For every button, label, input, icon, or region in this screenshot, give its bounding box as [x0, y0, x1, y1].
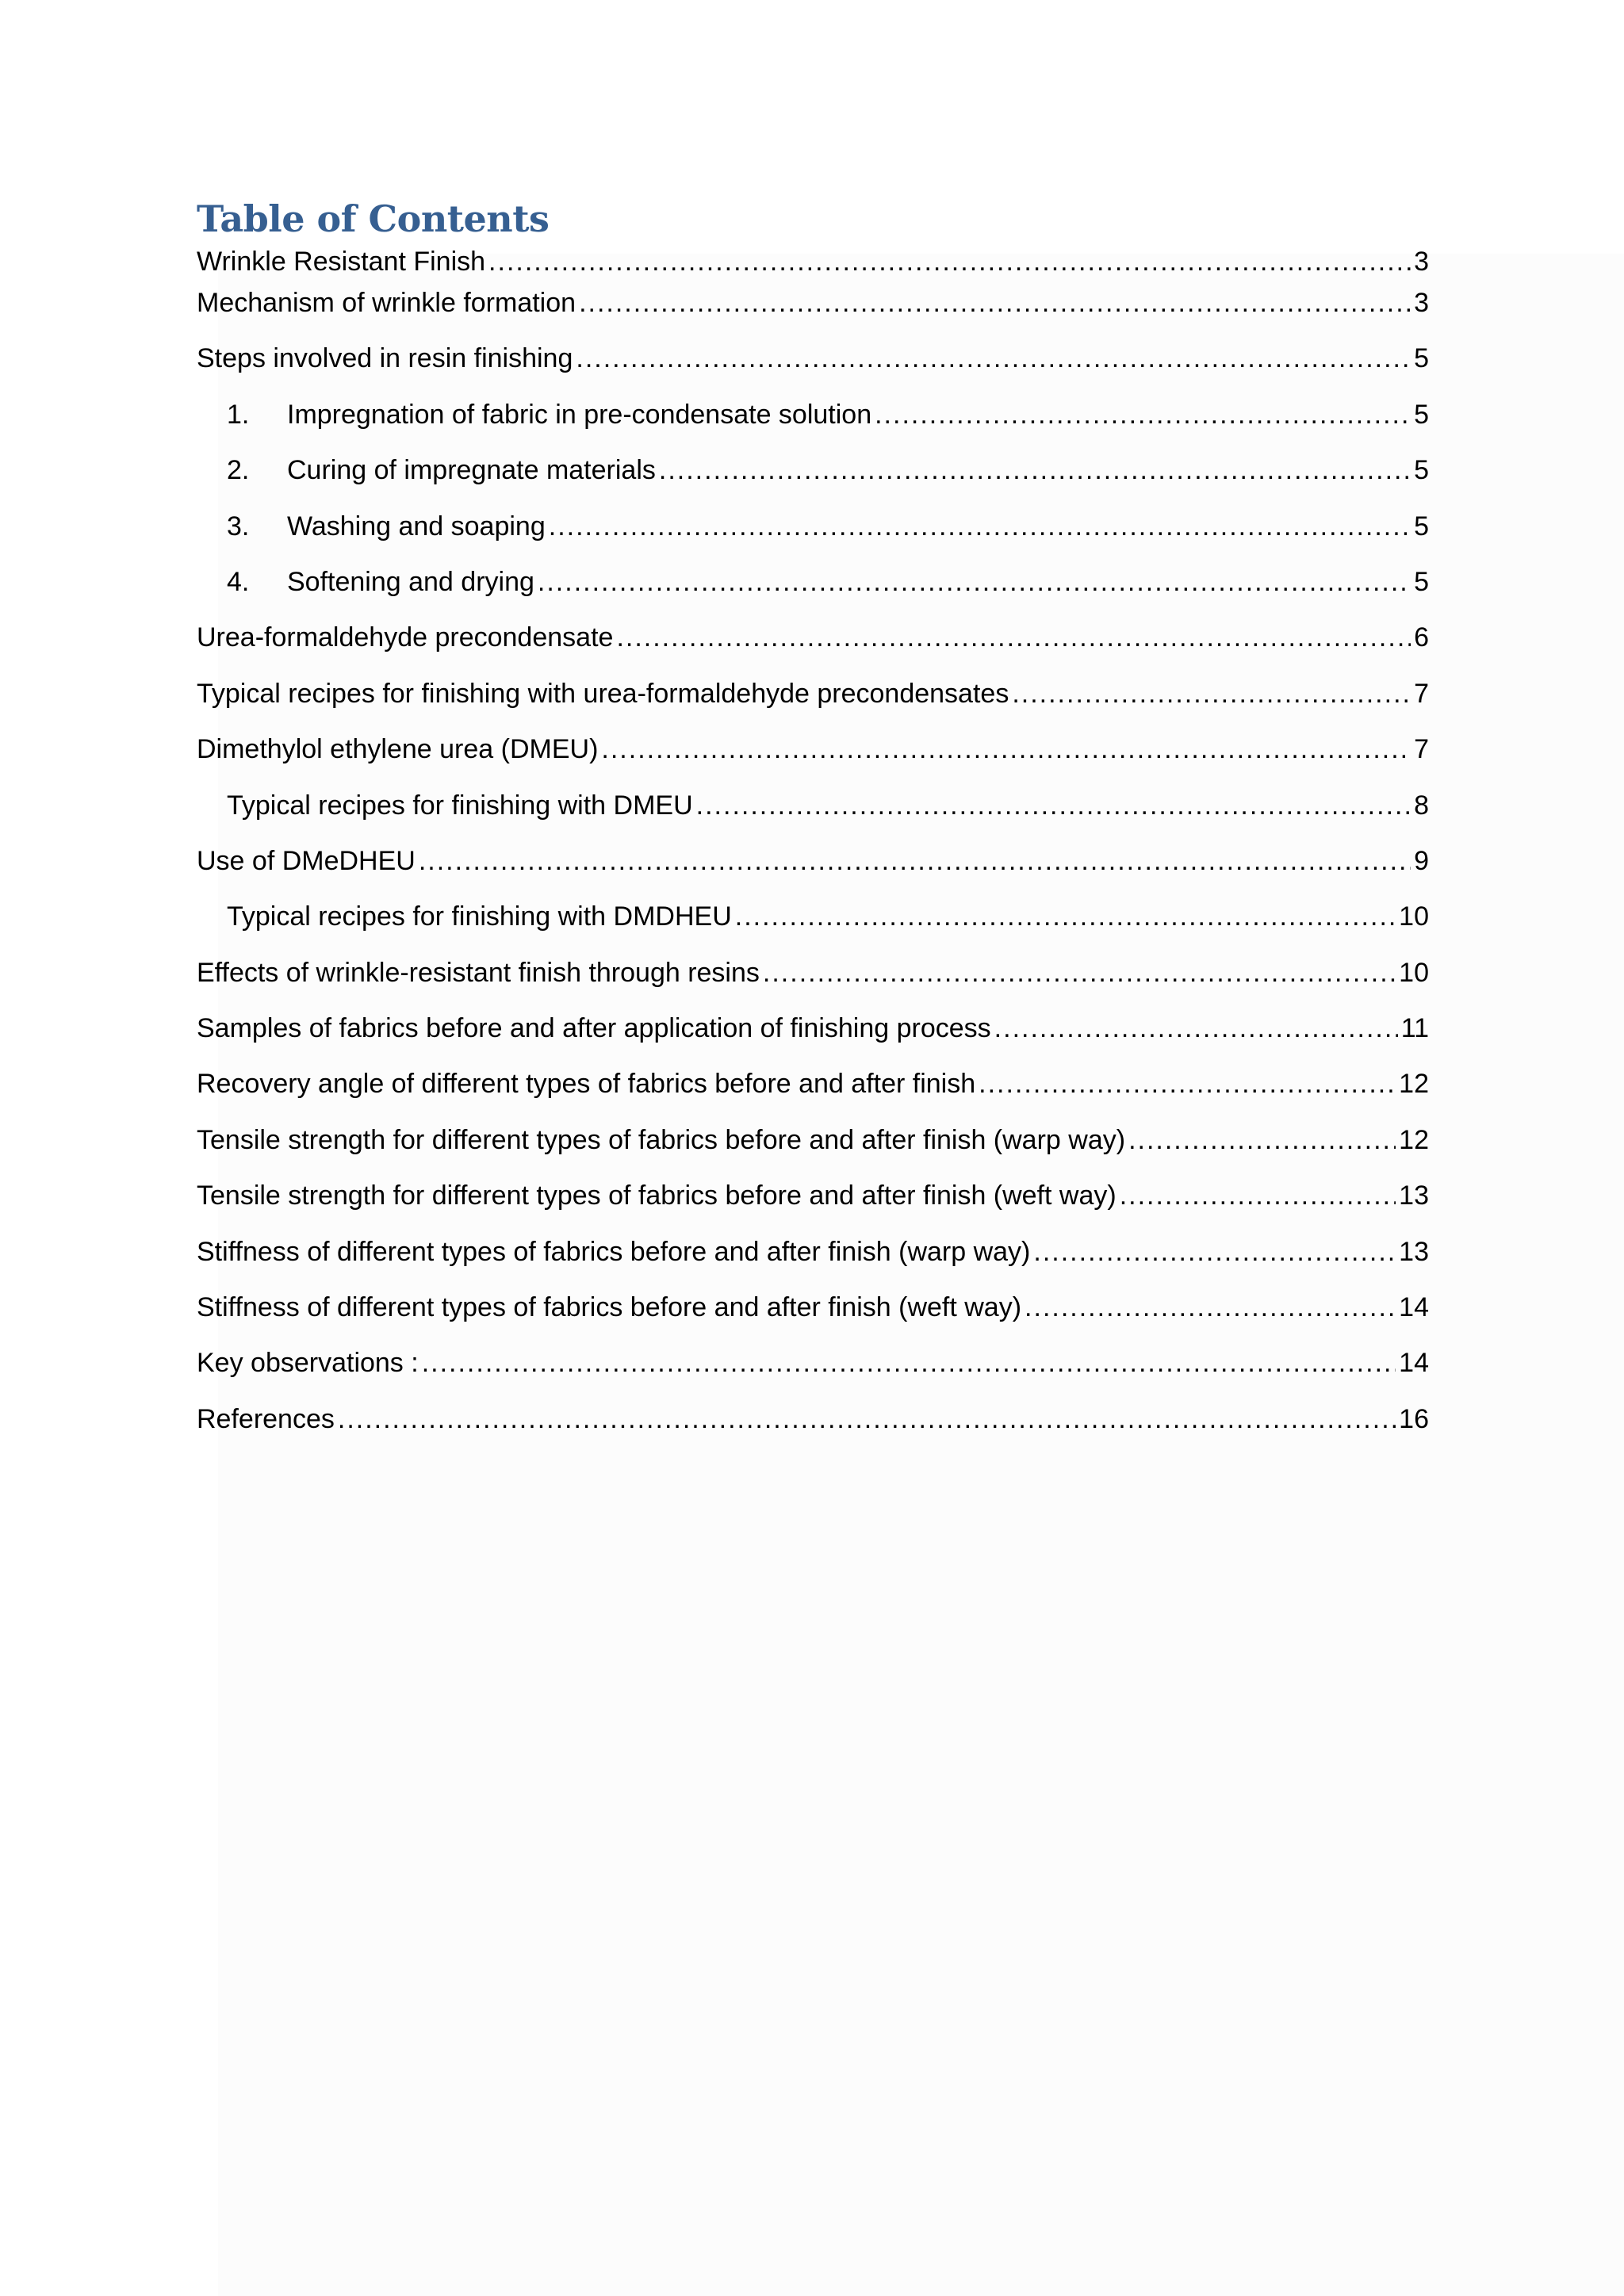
toc-entry[interactable] [197, 1234, 1429, 1290]
toc-entry-page-number: 5 [1414, 566, 1429, 597]
toc-entry-title: References [197, 1403, 335, 1434]
toc-entry-title: Stiffness of different types of fabrics before and after finish (warp way) [197, 1236, 1031, 1267]
toc-dot-leader [538, 564, 1411, 599]
toc-entry[interactable] [197, 732, 1429, 787]
toc-entry-title: Effects of wrinkle-resistant finish through resins [197, 957, 760, 988]
toc-dot-leader [1120, 1178, 1396, 1213]
toc-entry-title: Urea-formaldehyde precondensate [197, 622, 614, 653]
toc-entry-title: Impregnation of fabric in pre-condensate solution [287, 399, 872, 430]
toc-dot-leader [1033, 1234, 1396, 1269]
toc-entry-title: Use of DMeDHEU [197, 845, 416, 876]
toc-entry-title: Stiffness of different types of fabrics before and after finish (weft way) [197, 1292, 1022, 1323]
toc-dot-leader [1128, 1123, 1396, 1158]
toc-entry-title: Tensile strength for different types of fabrics before and after finish (weft way) [197, 1181, 1116, 1211]
toc-dot-leader [875, 397, 1411, 432]
toc-entry-title: Samples of fabrics before and after application of finishing process [197, 1013, 991, 1044]
toc-entry-page-number: 7 [1414, 734, 1429, 765]
toc-dot-leader [1025, 1290, 1396, 1325]
toc-entry[interactable] [197, 1178, 1429, 1234]
toc-entry-page-number: 12 [1399, 1069, 1429, 1100]
toc-dot-leader [488, 244, 1411, 279]
toc-dot-leader [979, 1066, 1396, 1101]
toc-entry-page-number: 10 [1399, 957, 1429, 988]
toc-entry-title: Key observations : [197, 1348, 419, 1379]
toc-entry[interactable] [197, 564, 1429, 620]
toc-entry[interactable] [197, 844, 1429, 899]
toc-entry-title: Washing and soaping [287, 511, 546, 541]
toc-entry-title: Typical recipes for finishing with urea-formaldehyde precondensates [197, 678, 1009, 709]
toc-dot-leader [616, 620, 1411, 655]
toc-entry[interactable] [197, 509, 1429, 564]
toc-entry-title: Curing of impregnate materials [287, 455, 656, 486]
toc-entry-title: Mechanism of wrinkle formation [197, 288, 576, 318]
toc-entry-page-number: 13 [1399, 1181, 1429, 1211]
toc-entry-title: Wrinkle Resistant Finish [197, 247, 486, 277]
toc-dot-leader [601, 732, 1411, 767]
toc-entry[interactable] [197, 899, 1429, 955]
toc-list [197, 244, 1429, 1457]
toc-entry-title: Steps involved in resin finishing [197, 343, 573, 374]
toc-entry[interactable] [197, 341, 1429, 396]
toc-entry-number: 4. [227, 566, 250, 597]
toc-entry-page-number: 10 [1399, 901, 1429, 932]
toc-entry-page-number: 6 [1414, 622, 1429, 653]
table-of-contents [197, 193, 1429, 1457]
toc-entry-page-number: 11 [1400, 1013, 1429, 1044]
toc-entry-page-number: 5 [1414, 399, 1429, 430]
toc-entry-page-number: 16 [1399, 1403, 1429, 1434]
toc-dot-leader [549, 509, 1411, 544]
toc-entry-title: Dimethylol ethylene urea (DMEU) [197, 734, 599, 765]
toc-entry-page-number: 5 [1414, 455, 1429, 486]
toc-entry-number: 1. [227, 399, 250, 430]
toc-entry[interactable] [197, 1290, 1429, 1345]
toc-entry[interactable] [197, 1011, 1429, 1066]
toc-entry[interactable] [197, 620, 1429, 675]
toc-entry-title: Recovery angle of different types of fabrics before and after finish [197, 1069, 976, 1100]
toc-dot-leader [422, 1345, 1396, 1380]
toc-entry-title: Tensile strength for different types of fabrics before and after finish (warp way) [197, 1124, 1126, 1155]
toc-entry-page-number: 3 [1414, 247, 1429, 277]
toc-dot-leader [579, 285, 1411, 320]
toc-dot-leader [1012, 676, 1411, 711]
toc-dot-leader [735, 899, 1396, 934]
toc-entry[interactable] [197, 285, 1429, 341]
toc-entry-page-number: 14 [1399, 1348, 1429, 1379]
toc-entry[interactable] [197, 397, 1429, 453]
toc-entry-page-number: 14 [1399, 1292, 1429, 1323]
toc-entry[interactable] [197, 1345, 1429, 1401]
toc-entry[interactable] [197, 676, 1429, 732]
toc-entry-title: Typical recipes for finishing with DMEU [227, 790, 693, 821]
toc-entry[interactable] [197, 1402, 1429, 1457]
toc-dot-leader [419, 844, 1411, 878]
toc-entry-page-number: 3 [1414, 288, 1429, 318]
toc-entry[interactable] [197, 1123, 1429, 1178]
toc-entry-page-number: 8 [1414, 790, 1429, 821]
toc-entry-page-number: 7 [1414, 678, 1429, 709]
toc-entry[interactable] [197, 788, 1429, 844]
toc-entry-page-number: 9 [1414, 845, 1429, 876]
toc-dot-leader [659, 453, 1411, 488]
toc-entry-number: 2. [227, 455, 250, 486]
toc-dot-leader [763, 955, 1396, 990]
toc-entry-title: Typical recipes for finishing with DMDHEU [227, 901, 732, 932]
toc-entry-page-number: 5 [1414, 343, 1429, 374]
toc-dot-leader [994, 1011, 1398, 1046]
toc-entry-page-number: 12 [1399, 1124, 1429, 1155]
toc-entry[interactable] [197, 1066, 1429, 1122]
toc-title: Table of Contents [197, 197, 550, 240]
toc-entry-page-number: 13 [1399, 1236, 1429, 1267]
toc-entry[interactable] [197, 244, 1429, 285]
toc-entry-page-number: 5 [1414, 511, 1429, 541]
toc-dot-leader [338, 1402, 1396, 1437]
toc-dot-leader [696, 788, 1411, 823]
toc-entry-title: Softening and drying [287, 566, 534, 597]
toc-entry[interactable] [197, 453, 1429, 508]
toc-entry-number: 3. [227, 511, 250, 541]
toc-dot-leader [576, 341, 1411, 376]
toc-entry[interactable] [197, 955, 1429, 1011]
